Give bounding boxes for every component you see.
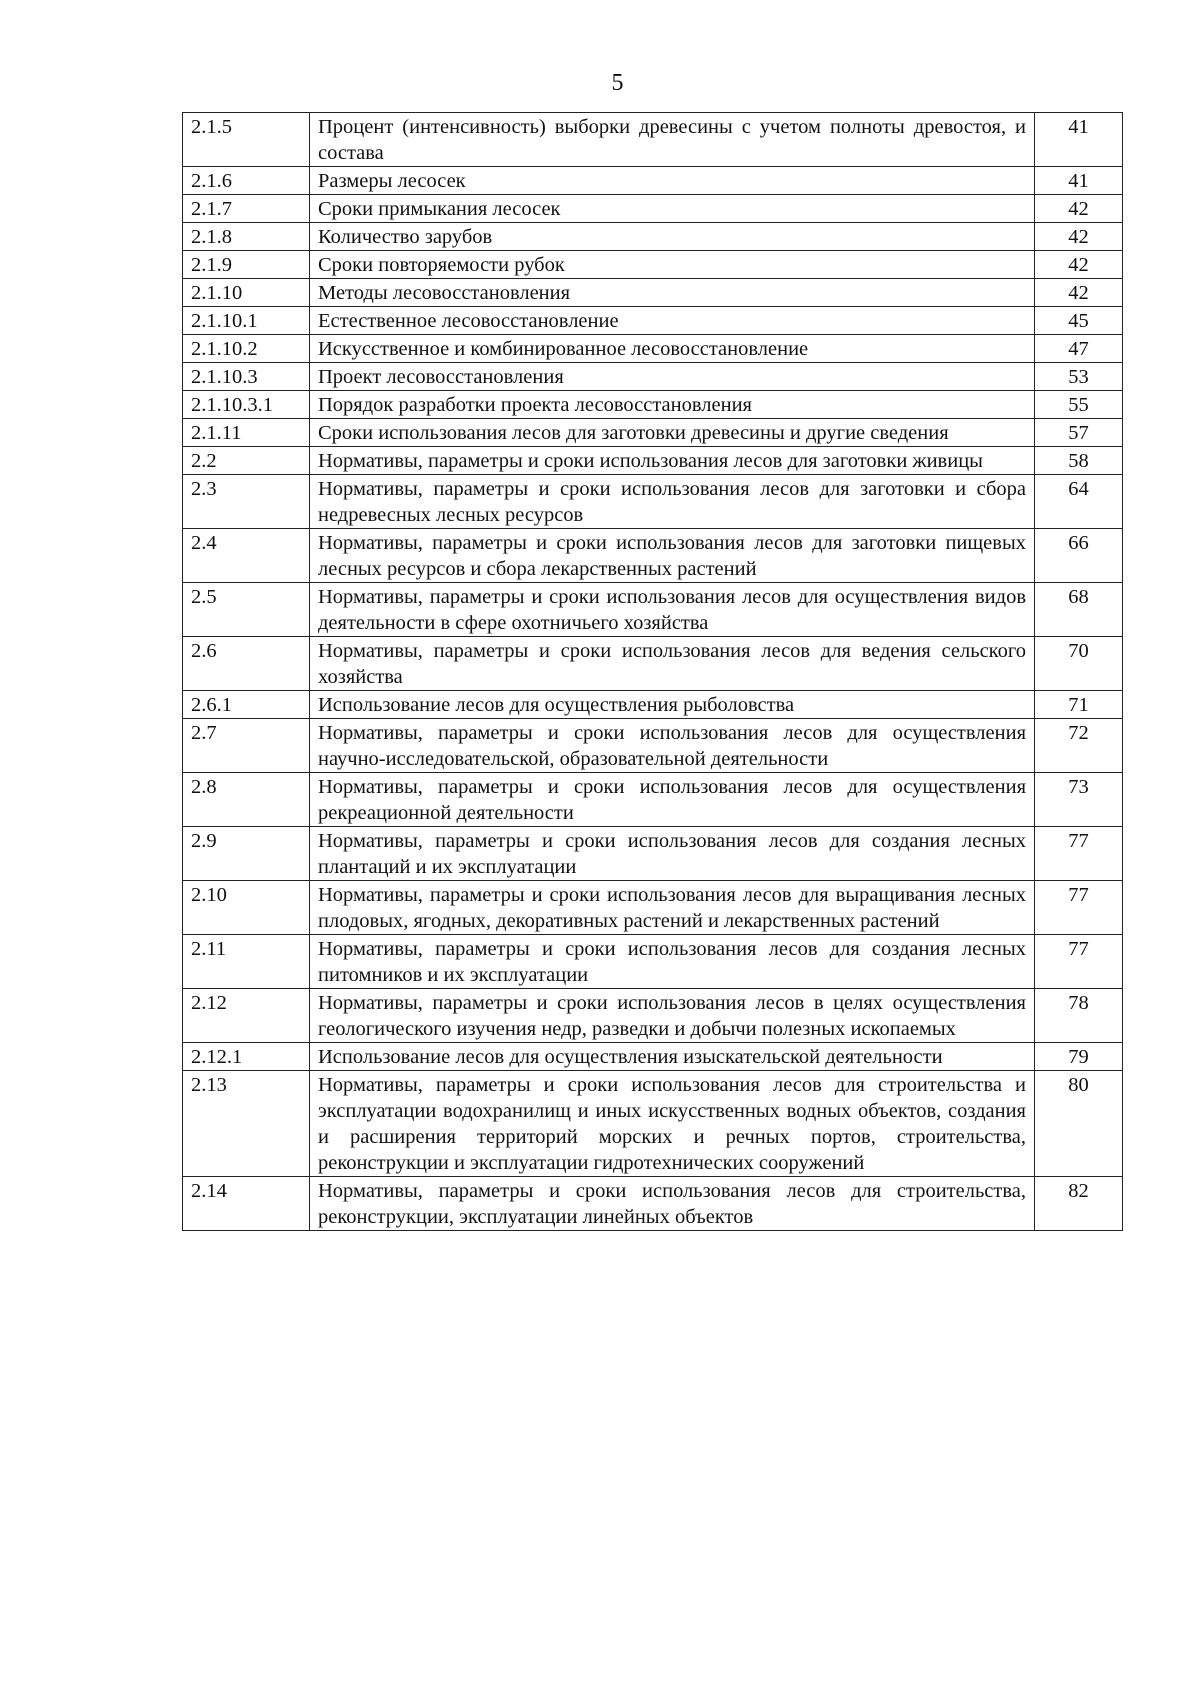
table-row [183,279,1123,307]
table-row [183,989,1123,1043]
section-number: 2.1.10.3.1 [183,391,310,419]
page-ref: 42 [1035,195,1123,223]
section-number: 2.14 [183,1177,310,1231]
table-row [183,1071,1123,1177]
page-ref: 55 [1035,391,1123,419]
page-ref: 77 [1035,935,1123,989]
section-number: 2.9 [183,827,310,881]
section-number: 2.6.1 [183,691,310,719]
page-number: 5 [611,70,624,96]
section-title: Искусственное и комбинированное лесовосстановление [310,335,1035,363]
table-row [183,251,1123,279]
section-number: 2.1.10 [183,279,310,307]
table-row [183,167,1123,195]
section-number: 2.12 [183,989,310,1043]
table-row [183,223,1123,251]
page-ref: 42 [1035,279,1123,307]
section-title: Методы лесовосстановления [310,279,1035,307]
section-title: Нормативы, параметры и сроки использования лесов для заготовки пищевых лесных ресурсов и сбора лекарственных растений [310,529,1035,583]
section-title: Нормативы, параметры и сроки использования лесов для осуществления видов деятельности в сфере охотничьего хозяйства [310,583,1035,637]
section-title: Нормативы, параметры и сроки использования лесов в целях осуществления геологического изучения недр, разведки и добычи полезных ископаемых [310,989,1035,1043]
table-row [183,113,1123,167]
section-number: 2.7 [183,719,310,773]
page-ref: 58 [1035,447,1123,475]
section-number: 2.3 [183,475,310,529]
page-ref: 73 [1035,773,1123,827]
toc-body [183,113,1123,1231]
page-ref: 80 [1035,1071,1123,1177]
table-row [183,307,1123,335]
page-ref: 42 [1035,251,1123,279]
section-title: Нормативы, параметры и сроки использования лесов для создания лесных питомников и их эксплуатации [310,935,1035,989]
section-title: Нормативы, параметры и сроки использования лесов для строительства и эксплуатации водохранилищ и иных искусственных водных объектов, создания и расширения территорий морских и речных портов, строительства, реконструкции и эксплуатации гидротехнических сооружений [310,1071,1035,1177]
table-row [183,391,1123,419]
section-title: Размеры лесосек [310,167,1035,195]
page-ref: 47 [1035,335,1123,363]
section-number: 2.1.7 [183,195,310,223]
table-row [183,827,1123,881]
page-ref: 42 [1035,223,1123,251]
page-ref: 68 [1035,583,1123,637]
section-title: Сроки использования лесов для заготовки древесины и другие сведения [310,419,1035,447]
page-ref: 70 [1035,637,1123,691]
page-ref: 71 [1035,691,1123,719]
section-title: Нормативы, параметры и сроки использования лесов для заготовки живицы [310,447,1035,475]
page-ref: 41 [1035,167,1123,195]
table-row [183,583,1123,637]
section-number: 2.10 [183,881,310,935]
table-row [183,691,1123,719]
table-row [183,335,1123,363]
page-ref: 57 [1035,419,1123,447]
section-title: Использование лесов для осуществления рыболовства [310,691,1035,719]
page-ref: 53 [1035,363,1123,391]
section-number: 2.1.10.1 [183,307,310,335]
section-number: 2.1.8 [183,223,310,251]
page-ref: 41 [1035,113,1123,167]
section-number: 2.5 [183,583,310,637]
page-ref: 64 [1035,475,1123,529]
section-number: 2.6 [183,637,310,691]
table-row [183,935,1123,989]
section-number: 2.2 [183,447,310,475]
table-row [183,637,1123,691]
section-number: 2.1.5 [183,113,310,167]
table-row [183,881,1123,935]
page-ref: 77 [1035,881,1123,935]
section-number: 2.13 [183,1071,310,1177]
section-title: Нормативы, параметры и сроки использования лесов для ведения сельского хозяйства [310,637,1035,691]
section-title: Естественное лесовосстановление [310,307,1035,335]
table-row [183,475,1123,529]
section-title: Сроки повторяемости рубок [310,251,1035,279]
section-title: Проект лесовосстановления [310,363,1035,391]
table-row [183,195,1123,223]
section-number: 2.1.10.2 [183,335,310,363]
section-number: 2.8 [183,773,310,827]
section-title: Порядок разработки проекта лесовосстановления [310,391,1035,419]
section-title: Нормативы, параметры и сроки использования лесов для осуществления рекреационной деятельности [310,773,1035,827]
page-ref: 45 [1035,307,1123,335]
page-ref: 82 [1035,1177,1123,1231]
section-title: Нормативы, параметры и сроки использования лесов для заготовки и сбора недревесных лесных ресурсов [310,475,1035,529]
page-ref: 66 [1035,529,1123,583]
section-number: 2.1.10.3 [183,363,310,391]
section-title: Сроки примыкания лесосек [310,195,1035,223]
page-ref: 79 [1035,1043,1123,1071]
table-row [183,419,1123,447]
section-title: Нормативы, параметры и сроки использования лесов для осуществления научно-исследовательской, образовательной деятельности [310,719,1035,773]
section-title: Нормативы, параметры и сроки использования лесов для выращивания лесных плодовых, ягодных, декоративных растений и лекарственных растений [310,881,1035,935]
section-title: Нормативы, параметры и сроки использования лесов для создания лесных плантаций и их эксплуатации [310,827,1035,881]
page-ref: 78 [1035,989,1123,1043]
table-row [183,363,1123,391]
page-ref: 72 [1035,719,1123,773]
section-title: Нормативы, параметры и сроки использования лесов для строительства, реконструкции, эксплуатации линейных объектов [310,1177,1035,1231]
table-row [183,773,1123,827]
table-row [183,1043,1123,1071]
page-ref: 77 [1035,827,1123,881]
section-title: Использование лесов для осуществления изыскательской деятельности [310,1043,1035,1071]
section-number: 2.1.11 [183,419,310,447]
table-of-contents [182,112,1123,1231]
section-number: 2.4 [183,529,310,583]
section-number: 2.1.9 [183,251,310,279]
section-number: 2.12.1 [183,1043,310,1071]
section-number: 2.11 [183,935,310,989]
section-title: Количество зарубов [310,223,1035,251]
section-title: Процент (интенсивность) выборки древесины с учетом полноты древостоя, и состава [310,113,1035,167]
table-row [183,529,1123,583]
section-number: 2.1.6 [183,167,310,195]
table-row [183,447,1123,475]
table-row [183,719,1123,773]
table-row [183,1177,1123,1231]
